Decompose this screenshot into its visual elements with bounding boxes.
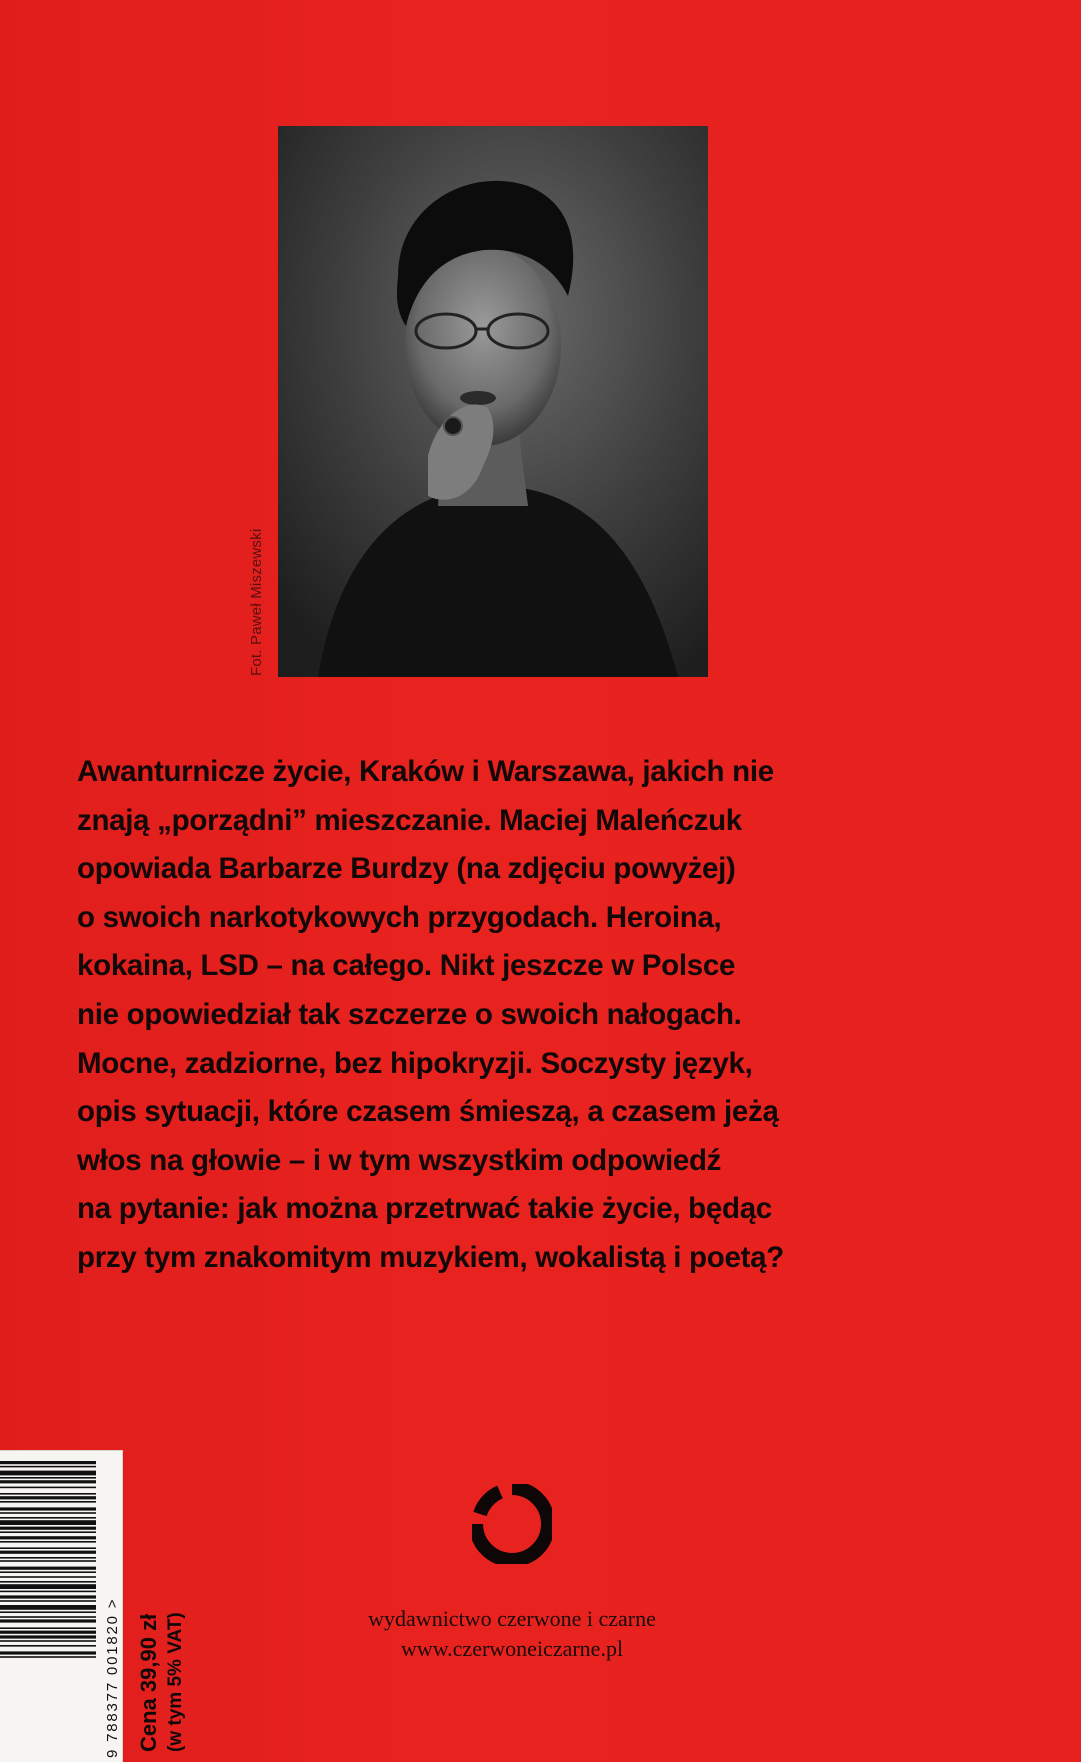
publisher-website[interactable]: www.czerwoneiczarne.pl [400, 1636, 624, 1661]
description-line: kokaina, LSD – na całego. Nikt jeszcze w Polsce [77, 949, 736, 983]
description-line: nie opowiedział tak szczerze o swoich nałogach. [77, 997, 742, 1031]
open-circle-logo-icon [472, 1484, 552, 1564]
vat-note: (w tym 5% VAT) [165, 1612, 186, 1752]
portrait-illustration [278, 126, 708, 677]
price-label [135, 1612, 189, 1752]
barcode-icon [0, 1461, 104, 1756]
author-photo [278, 126, 708, 677]
book-description [77, 748, 977, 1283]
description-line: na pytanie: jak można przetrwać takie życie, będąc [77, 1192, 772, 1226]
description-line: o swoich narkotykowych przygodach. Heroina, [77, 900, 722, 934]
description-line: opis sytuacji, które czasem śmieszą, a czasem jeżą [77, 1095, 779, 1129]
isbn-digits: 9 788377 001820 > [104, 1597, 121, 1758]
description-line: znają „porządni” mieszczanie. Maciej Maleńczuk [77, 803, 742, 837]
publisher-info [312, 1604, 712, 1664]
price-value: Cena 39,90 zł [136, 1613, 161, 1752]
description-line: Awanturnicze życie, Kraków i Warszawa, jakich nie [77, 755, 774, 788]
publisher-name: wydawnictwo czerwone i czarne [368, 1606, 656, 1631]
description-line: Mocne, zadziorne, bez hipokryzji. Soczysty język, [77, 1046, 753, 1080]
description-line: włos na głowie – i w tym wszystkim odpowiedź [77, 1143, 722, 1177]
description-line: opowiada Barbarze Burdzy (na zdjęciu powyżej) [77, 852, 736, 886]
photo-credit: Fot. Paweł Miszewski [248, 528, 265, 676]
description-line: przy tym znakomitym muzykiem, wokalistą i poetą? [77, 1240, 784, 1274]
